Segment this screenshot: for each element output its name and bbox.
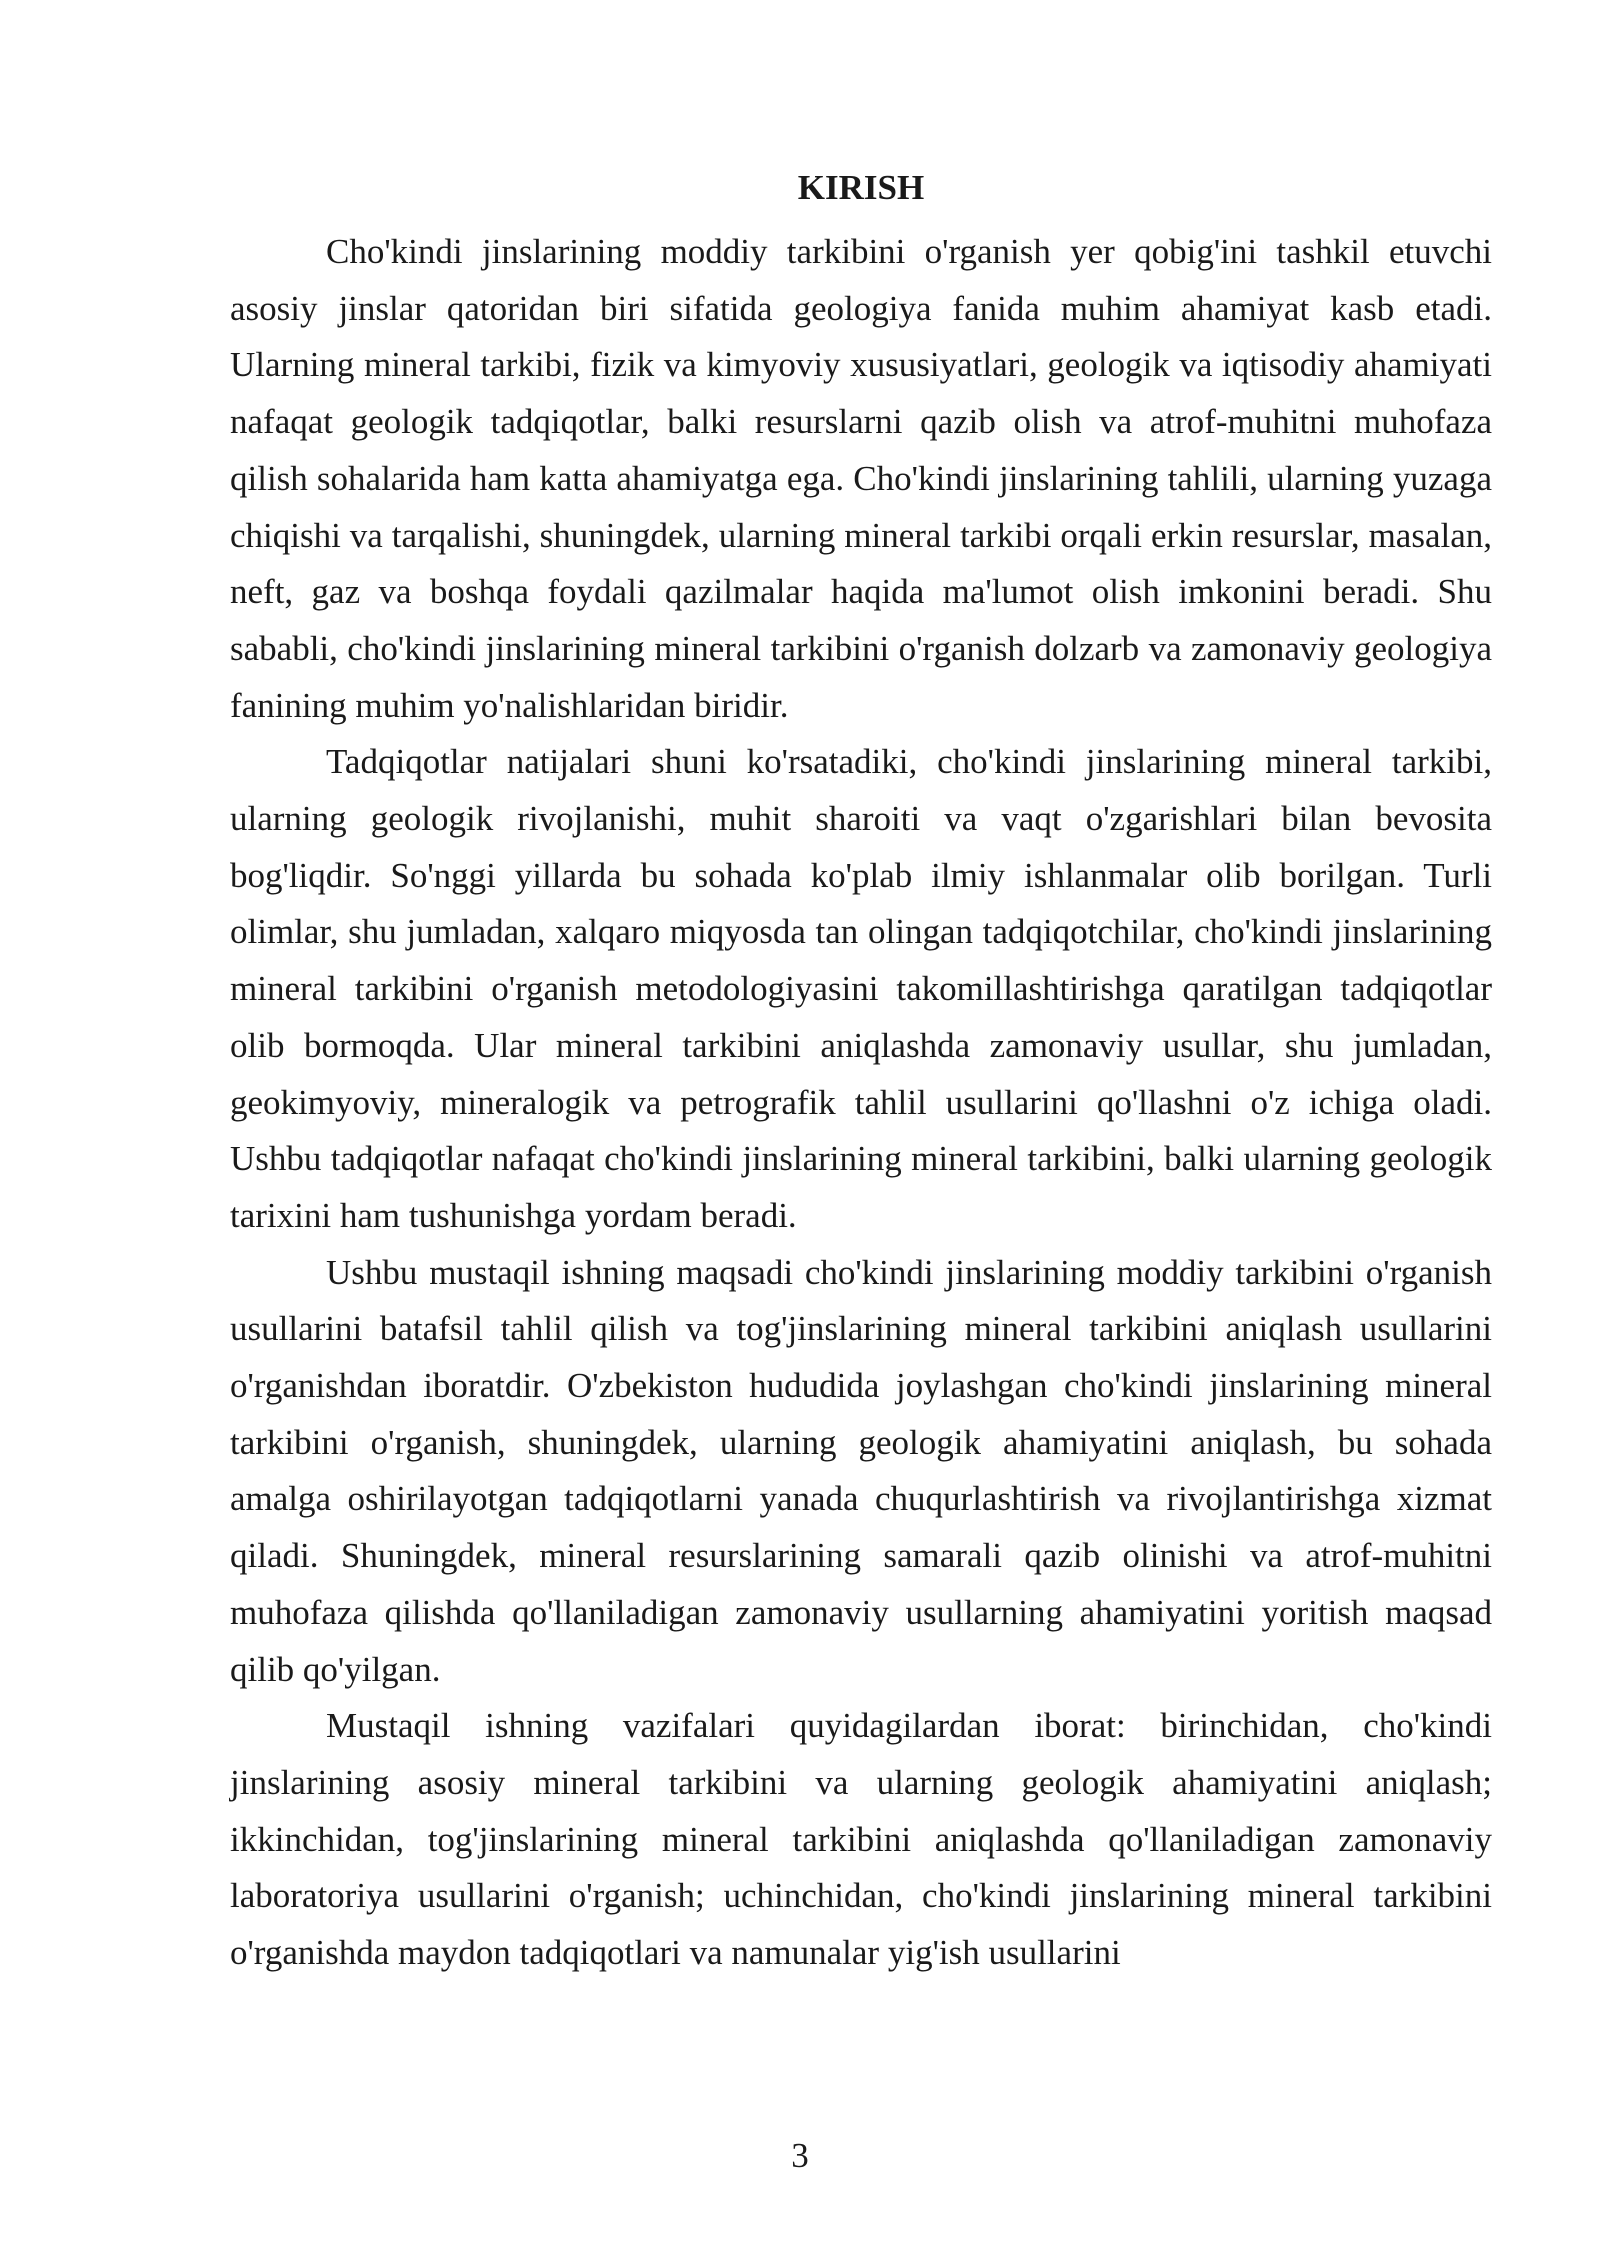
paragraph-4: Mustaqil ishning vazifalari quyidagilardan iborat: birinchidan, cho'kindi jinslarining asosiy mineral tarkibini va ularning geologik ahamiyatini aniqlash; ikkinchidan, tog'jinslarining mineral tarkibini aniqlashda qo'llaniladigan zamonaviy laboratoriya usullarini o'rganish; uchinchidan, cho'kindi jinslarining mineral tarkibini o'rganishda maydon tadqiqotlari va namunalar yig'ish usullarini [230, 1706, 1492, 1973]
page-number: 3 [791, 2136, 809, 2175]
paragraph-3: Ushbu mustaqil ishning maqsadi cho'kindi jinslarining moddiy tarkibini o'rganish usullarini batafsil tahlil qilish va tog'jinslarining mineral tarkibini aniqlash usullarini o'rganishdan iboratdir. O'zbekiston hududida joylashgan cho'kindi jinslarining mineral tarkibini o'rganish, shuningdek, ularning geologik ahamiyatini aniqlash, bu sohada amalga oshirilayotgan tadqiqotlarni yanada chuqurlashtirish va rivojlantirishga xizmat qiladi. Shuningdek, mineral resurslarining samarali qazib olinishi va atrof-muhitni muhofaza qilishda qo'llaniladigan zamonaviy usullarning ahamiyatini yoritish maqsad qilib qo'yilgan. [230, 1252, 1492, 1689]
paragraph-2: Tadqiqotlar natijalari shuni ko'rsatadiki, cho'kindi jinslarining mineral tarkibi, ularning geologik rivojlanishi, muhit sharoiti va vaqt o'zgarishlari bilan bevosita bog'liqdir. So'nggi yillarda bu sohada ko'plab ilmiy ishlanmalar olib borilgan. Turli olimlar, shu jumladan, xalqaro miqyosda tan olingan tadqiqotchilar, cho'kindi jinslarining mineral tarkibini o'rganish metodologiyasini takomillashtirishga qaratilgan tadqiqotlar olib bormoqda. Ular mineral tarkibini aniqlashda zamonaviy usullar, shu jumladan, geokimyoviy, mineralogik va petrografik tahlil usullarini qo'llashni o'z ichiga oladi. Ushbu tadqiqotlar nafaqat cho'kindi jinslarining mineral tarkibini, balki ularning geologik tarixini ham tushunishga yordam beradi. [230, 742, 1492, 1235]
paragraph-1: Cho'kindi jinslarining moddiy tarkibini o'rganish yer qobig'ini tashkil etuvchi asosiy jinslar qatoridan biri sifatida geologiya fanida muhim ahamiyat kasb etadi. Ularning mineral tarkibi, fizik va kimyoviy xususiyatlari, geologik va iqtisodiy ahamiyati nafaqat geologik tadqiqotlar, balki resurslarni qazib olish va atrof-muhitni muhofaza qilish sohalarida ham katta ahamiyatga ega. Cho'kindi jinslarining tahlili, ularning yuzaga chiqishi va tarqalishi, shuningdek, ularning mineral tarkibi orqali erkin resurslar, masalan, neft, gaz va boshqa foydali qazilmalar haqida ma'lumot olish imkonini beradi. Shu sababli, cho'kindi jinslarining mineral tarkibini o'rganish dolzarb va zamonaviy geologiya fanining muhim yo'nalishlaridan biridir. [230, 232, 1492, 725]
section-heading: KIRISH [797, 168, 925, 207]
page-content [230, 160, 1492, 1982]
